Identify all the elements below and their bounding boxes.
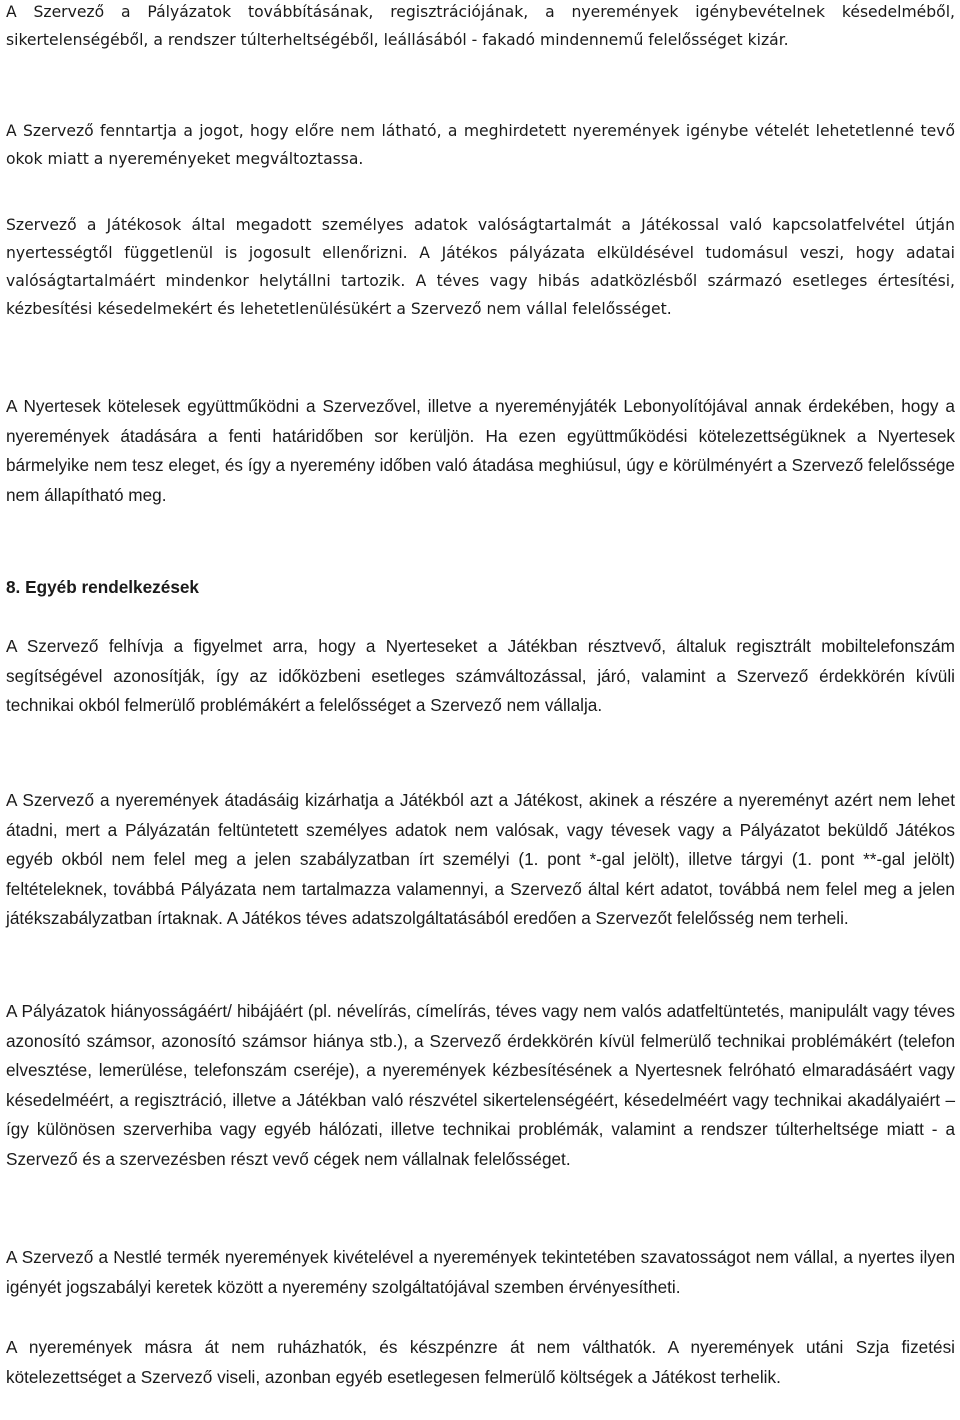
paragraph-data-verification: Szervező a Játékosok által megadott személyes adatok valóságtartalmát a Játékossal való kapcsolatfelvétel útján nyertességtől függetlenül is jogosult ellenőrizni. A Játékos pályázata elküldésével tudomásul veszi, hogy adatai valóságtartalmáért mindenkor helytállni tartozik. A téves vagy hibás adatközlésből származó esetleges értesítési, kézbesítési késedelmekért és lehetetlenülésükért a Szervező nem vállal felelősséget. <box>6 216 955 318</box>
paragraph-application-defects: A Pályázatok hiányosságáért/ hibájáért (pl. névelírás, címelírás, téves vagy nem valós adatfeltüntetés, manipulált vagy téves azonosító számsor, azonosító számsor hiánya stb.), a Szervező érdekkörén kívül felmerülő technikai problémákért (telefon elvesztése, lemerülése, telefonszám cseréje), a nyeremények kézbesítésének a Nyertesnek felróható elmaradásáért vagy késedelméért, a regisztráció, illetve a Játékban való részvétel sikertelenségéért, késedelméért vagy technikai akadályaiért – így különösen szerverhiba vagy egyéb hálózati, illetve technikai problémák, valamint a rendszer túlterheltsége miatt - a Szervező és a szervezésben részt vevő cégek nem vállalnak felelősséget. <box>6 1001 955 1169</box>
paragraph-liability-exclusion: A Szervező a Pályázatok továbbításának, regisztrációjának, a nyeremények igénybevételnek késedelméből, sikertelenségéből, a rendszer túlterheltségéből, leállásából - fakadó mindennemű felelősséget kizár. <box>6 3 955 49</box>
paragraph-warranty: A Szervező a Nestlé termék nyeremények kivételével a nyeremények tekintetében szavatosságot nem vállal, a nyertes ilyen igényét jogszabályi keretek között a nyeremény szolgáltatójával szemben érvényesítheti. <box>6 1247 955 1297</box>
paragraph-player-exclusion: A Szervező a nyeremények átadásáig kizárhatja a Játékból azt a Játékost, akinek a részére a nyereményt azért nem lehet átadni, mert a Pályázatán feltüntetett személyes adatok nem valósak, vagy tévesek vagy a Pályázatot beküldő Játékos egyéb okból nem felel meg a jelen szabályzatban írt személyi (1. pont *-gal jelölt), illetve tárgyi (1. pont **-gal jelölt) feltételeknek, továbbá Pályázata nem tartalmazza valamennyi, a Szervező által kért adatot, továbbá nem felel meg a jelen játékszabályzatban írtaknak. A Játékos téves adatszolgáltatásából eredően a Szervezőt felelősség nem terheli. <box>6 790 955 929</box>
paragraph-winner-cooperation: A Nyertesek kötelesek együttműködni a Szervezővel, illetve a nyereményjáték Lebonyolítójával annak érdekében, hogy a nyeremények átadására a fenti határidőben sor kerüljön. Ha ezen együttműködési kötelezettségüknek a Nyertesek bármelyike nem tesz eleget, és így a nyeremény időben való átadása meghiúsul, úgy e körülményért a Szervező felelőssége nem állapítható meg. <box>6 396 955 505</box>
section-heading: 8. Egyéb rendelkezések <box>6 577 199 597</box>
paragraph-non-transferable: A nyeremények másra át nem ruházhatók, és készpénzre át nem válthatók. A nyeremények utáni Szja fizetési kötelezettséget a Szervező viseli, azonban egyéb esetlegesen felmerülő költségek a Játékost terhelik. <box>6 1337 955 1387</box>
paragraph-prize-change: A Szervező fenntartja a jogot, hogy előre nem látható, a meghirdetett nyeremények igénybe vételét lehetetlenné tevő okok miatt a nyereményeket megváltoztassa. <box>6 122 955 168</box>
paragraph-phone-identification: A Szervező felhívja a figyelmet arra, hogy a Nyerteseket a Játékban résztvevő, általuk regisztrált mobiltelefonszám segítségével azonosítják, így az időközbeni esetleges számváltozással, járó, valamint a Szervező érdekkörén kívüli technikai okból felmerülő problémákért a felelősséget a Szervező nem vállalja. <box>6 636 955 716</box>
